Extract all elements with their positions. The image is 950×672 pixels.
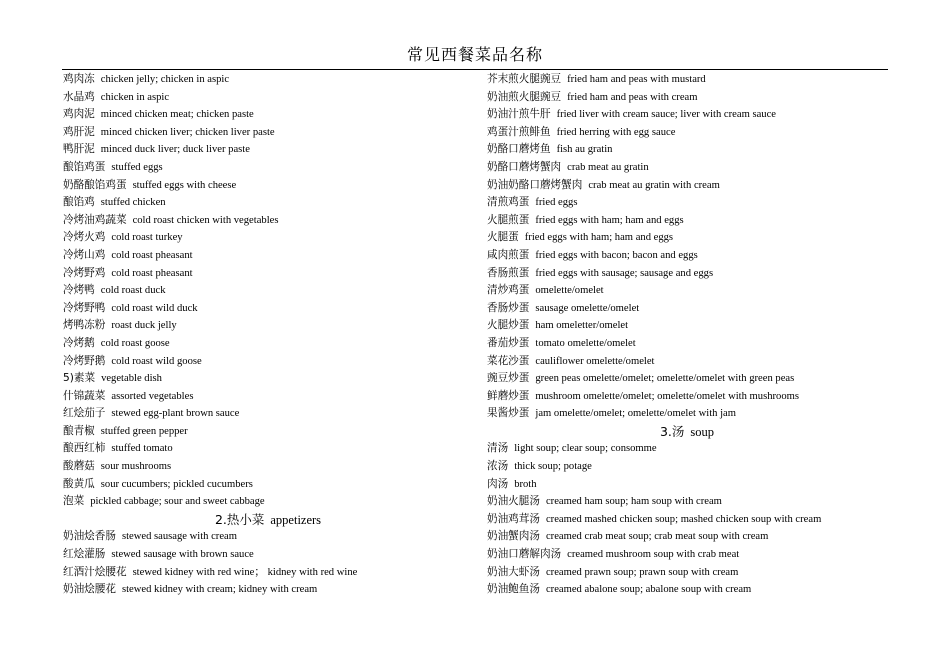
english-name: mushroom omelette/omelet; omelette/omelet with mushrooms	[535, 390, 799, 402]
chinese-name: 酸黄瓜	[63, 477, 95, 490]
english-name: thick soup; potage	[514, 461, 592, 473]
english-name: stuffed green pepper	[100, 425, 188, 437]
menu-item	[487, 247, 887, 265]
chinese-name: 鸡肉冻	[63, 73, 95, 85]
menu-item	[63, 229, 473, 247]
chinese-name: 咸肉煎蛋	[487, 248, 530, 261]
right-column	[487, 71, 887, 599]
chinese-name: 火腿炒蛋	[487, 319, 530, 332]
chinese-name: 清汤	[487, 442, 509, 455]
english-name: stuffed tomato	[111, 443, 173, 455]
chinese-name: 奶酪口蘑烤蟹肉	[487, 160, 562, 173]
menu-item	[487, 440, 887, 458]
chinese-name: 奶酪口蘑烤鱼	[487, 143, 551, 156]
chinese-name: 奶酪酿馅鸡蛋	[63, 178, 127, 191]
chinese-name: 果酱炒蛋	[487, 407, 530, 420]
english-name: chicken in aspic	[100, 91, 170, 103]
english-name: creamed ham soup; ham soup with cream	[545, 496, 722, 508]
english-name: fish au gratin	[556, 144, 613, 156]
menu-item	[487, 405, 887, 423]
menu-item	[487, 177, 887, 195]
chinese-name: 奶油大虾汤	[487, 565, 540, 578]
menu-item	[63, 124, 473, 142]
chinese-name: 冷烤山鸡	[63, 248, 106, 261]
menu-item	[487, 71, 887, 89]
menu-item	[63, 476, 473, 494]
english-name: cold roast pheasant	[111, 267, 193, 279]
english-name: fried eggs	[535, 197, 578, 209]
english-name: green peas omelette/omelet; omelette/omelet with green peas	[535, 373, 795, 385]
english-name: creamed abalone soup; abalone soup with cream	[545, 584, 752, 596]
chinese-name: 冷烤鸭	[63, 284, 95, 297]
menu-item	[63, 564, 473, 582]
menu-item	[63, 370, 473, 388]
menu-item	[63, 353, 473, 371]
english-name: cold roast goose	[100, 337, 170, 349]
chinese-name: 冷烤野鹅	[63, 354, 106, 367]
english-name: ham omeletter/omelet	[535, 320, 629, 332]
menu-item	[487, 511, 887, 529]
chinese-name: 奶油口蘑解肉汤	[487, 548, 562, 561]
english-name: tomato omelette/omelet	[535, 337, 636, 349]
english-name: soup	[690, 424, 715, 439]
chinese-name: 火腿煎蛋	[487, 213, 530, 226]
menu-item	[63, 282, 473, 300]
english-name: fried herring with egg sauce	[556, 126, 676, 138]
chinese-name: 红酒汁烩腰花	[63, 565, 127, 578]
menu-item	[63, 300, 473, 318]
menu-item	[63, 194, 473, 212]
menu-item	[487, 229, 887, 247]
english-name: stuffed chicken	[100, 197, 166, 209]
chinese-name: 奶油汁煎牛肝	[487, 108, 551, 121]
menu-item	[487, 300, 887, 318]
chinese-name: 冷烤油鸡蔬菜	[63, 213, 127, 226]
chinese-name: 奶油鲍鱼汤	[487, 583, 540, 596]
chinese-name: 香肠炒蛋	[487, 301, 530, 314]
english-name: crab meat au gratin	[567, 161, 649, 173]
menu-item	[63, 493, 473, 511]
english-name: fried ham and peas with mustard	[567, 74, 706, 85]
english-name: cold roast duck	[100, 285, 166, 297]
menu-item	[63, 546, 473, 564]
english-name: cold roast chicken with vegetables	[132, 214, 279, 226]
menu-item	[487, 212, 887, 230]
english-name: stewed sausage with brown sauce	[111, 549, 254, 561]
chinese-name: 番茄炒蛋	[487, 336, 530, 349]
page-title: 常见西餐菜品名称	[406, 45, 543, 64]
chinese-name: 奶油奶酪口蘑烤蟹肉	[487, 178, 583, 191]
chinese-name: 泡菜	[63, 495, 85, 508]
english-name: fried eggs with sausage; sausage and eggs	[535, 267, 714, 279]
english-name: cauliflower omelette/omelet	[535, 355, 655, 367]
chinese-name: 菜花沙蛋	[487, 354, 530, 367]
chinese-name: 芥末煎火腿豌豆	[487, 73, 562, 85]
chinese-name: 冷烤鹅	[63, 336, 95, 349]
english-name: light soup; clear soup; consomme	[514, 443, 657, 455]
chinese-name: 什锦蔬菜	[63, 389, 106, 402]
chinese-name: 浓汤	[487, 460, 509, 473]
english-name: minced duck liver; duck liver paste	[100, 144, 250, 156]
chinese-name: 红烩灌肠	[63, 548, 106, 561]
english-name: sour mushrooms	[100, 461, 172, 473]
english-name: stuffed eggs	[111, 161, 163, 173]
english-name: stewed kidney with red wine； kidney with red wine	[132, 566, 358, 578]
chinese-name: 火腿蛋	[487, 231, 519, 244]
english-name: creamed mushroom soup with crab meat	[567, 549, 740, 561]
menu-item	[487, 370, 887, 388]
menu-item	[487, 353, 887, 371]
chinese-name: 冷烤火鸡	[63, 231, 106, 244]
menu-item	[63, 423, 473, 441]
english-name: sour cucumbers; pickled cucumbers	[100, 478, 253, 490]
menu-item	[63, 106, 473, 124]
english-name: pickled cabbage; sour and sweet cabbage	[90, 496, 265, 508]
english-name: creamed prawn soup; prawn soup with cream	[545, 566, 739, 578]
english-name: creamed crab meat soup; crab meat soup with cream	[545, 531, 769, 543]
english-name: stuffed eggs with cheese	[132, 179, 237, 191]
english-name: creamed mashed chicken soup; mashed chicken soup with cream	[545, 513, 822, 525]
menu-item	[63, 71, 473, 89]
english-name: assorted vegetables	[111, 390, 194, 402]
menu-item	[487, 493, 887, 511]
chinese-name: 清炒鸡蛋	[487, 284, 530, 297]
english-name: cold roast pheasant	[111, 249, 193, 261]
menu-item	[63, 141, 473, 159]
chinese-name: 烤鸭冻粉	[63, 319, 106, 332]
menu-item	[487, 194, 887, 212]
english-name: minced chicken liver; chicken liver paste	[100, 126, 275, 138]
english-name: fried ham and peas with cream	[567, 91, 698, 103]
menu-item	[487, 476, 887, 494]
chinese-name: 5)素菜	[63, 372, 96, 385]
chinese-name: 鸡肝泥	[63, 125, 95, 138]
english-name: crab meat au gratin with cream	[588, 179, 720, 191]
chinese-name: 3.汤	[659, 423, 685, 439]
english-name: cold roast turkey	[111, 232, 183, 244]
menu-item	[63, 159, 473, 177]
menu-item	[63, 440, 473, 458]
chinese-name: 香肠煎蛋	[487, 266, 530, 279]
english-name: cold roast wild duck	[111, 302, 198, 314]
chinese-name: 豌豆炒蛋	[487, 372, 530, 385]
menu-item	[487, 564, 887, 582]
chinese-name: 肉汤	[487, 477, 509, 490]
chinese-name: 奶油鸡茸汤	[487, 512, 540, 525]
chinese-name: 红烩茄子	[63, 407, 106, 420]
chinese-name: 酿西红柿	[63, 442, 106, 455]
chinese-name: 酿馅鸡蛋	[63, 160, 106, 173]
english-name: sausage omelette/omelet	[535, 302, 640, 314]
chinese-name: 奶油烩香肠	[63, 530, 116, 543]
menu-item	[487, 317, 887, 335]
english-name: broth	[514, 478, 537, 490]
english-name: fried eggs with bacon; bacon and eggs	[535, 249, 698, 261]
english-name: stewed egg-plant brown sauce	[111, 408, 240, 420]
chinese-name: 2.热小菜	[214, 511, 265, 527]
english-name: stewed sausage with cream	[121, 531, 237, 543]
menu-item	[487, 265, 887, 283]
chinese-name: 冷烤野鸡	[63, 266, 106, 279]
menu-item	[63, 265, 473, 283]
menu-item	[63, 247, 473, 265]
menu-item	[487, 141, 887, 159]
menu-item	[487, 124, 887, 142]
menu-item	[487, 282, 887, 300]
english-name: chicken jelly; chicken in aspic	[100, 74, 230, 85]
chinese-name: 奶油蟹肉汤	[487, 530, 540, 543]
english-name: minced chicken meat; chicken paste	[100, 109, 254, 121]
english-name: vegetable dish	[101, 373, 162, 385]
menu-item	[487, 106, 887, 124]
menu-item	[63, 528, 473, 546]
menu-item	[63, 405, 473, 423]
english-name: stewed kidney with cream; kidney with cream	[121, 584, 318, 596]
chinese-name: 鸡肉泥	[63, 108, 95, 121]
section-heading	[487, 423, 887, 441]
chinese-name: 水晶鸡	[63, 90, 95, 103]
menu-item	[487, 388, 887, 406]
menu-item	[487, 528, 887, 546]
menu-item	[63, 317, 473, 335]
english-name: roast duck jelly	[111, 320, 177, 332]
english-name: fried liver with cream sauce; liver with cream sauce	[556, 109, 776, 121]
section-heading	[63, 511, 473, 529]
english-name: fried eggs with ham; ham and eggs	[524, 232, 674, 244]
chinese-name: 酿馅鸡	[63, 196, 95, 209]
menu-item	[63, 212, 473, 230]
chinese-name: 冷烤野鸭	[63, 301, 106, 314]
chinese-name: 奶油火腿汤	[487, 495, 540, 508]
menu-item	[63, 89, 473, 107]
chinese-name: 酿青椒	[63, 424, 95, 437]
menu-item	[487, 159, 887, 177]
chinese-name: 酸蘑菇	[63, 460, 95, 473]
english-name: jam omelette/omelet; omelette/omelet with jam	[535, 408, 737, 420]
menu-item	[487, 89, 887, 107]
chinese-name: 清煎鸡蛋	[487, 196, 530, 209]
chinese-name: 奶油烩腰花	[63, 583, 116, 596]
english-name: appetizers	[270, 512, 322, 527]
menu-item	[63, 335, 473, 353]
menu-item	[487, 546, 887, 564]
chinese-name: 鲜蘑炒蛋	[487, 389, 530, 402]
title-divider	[62, 69, 888, 70]
english-name: fried eggs with ham; ham and eggs	[535, 214, 684, 226]
menu-item	[63, 581, 473, 599]
chinese-name: 鸭肝泥	[63, 143, 95, 156]
menu-item	[63, 177, 473, 195]
chinese-name: 鸡蛋汁煎鲱鱼	[487, 125, 551, 138]
menu-item	[63, 458, 473, 476]
menu-item	[487, 458, 887, 476]
menu-item	[487, 581, 887, 599]
chinese-name: 奶油煎火腿豌豆	[487, 90, 562, 103]
english-name: cold roast wild goose	[111, 355, 202, 367]
english-name: omelette/omelet	[535, 285, 604, 297]
menu-item	[63, 388, 473, 406]
left-column	[63, 71, 473, 599]
menu-item	[487, 335, 887, 353]
